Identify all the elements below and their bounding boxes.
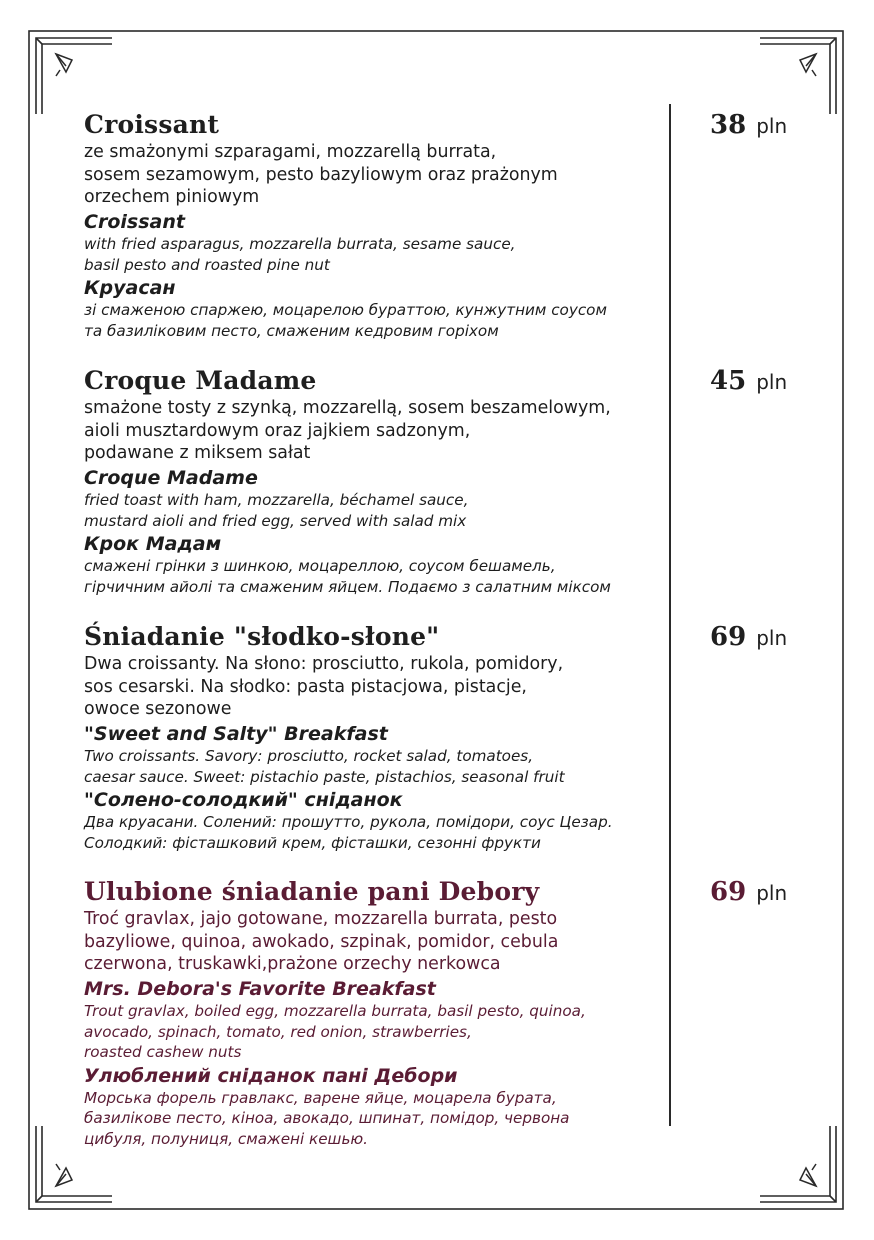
item-title-uk: "Солено-солодкий" сніданок (84, 789, 403, 812)
leaf-icon (56, 54, 72, 76)
item-title-en: "Sweet and Salty" Breakfast (84, 723, 388, 746)
price-currency: pln (756, 626, 788, 650)
item-title-pl: Croissant (84, 110, 220, 139)
item-title-en: Mrs. Debora's Favorite Breakfast (84, 978, 436, 1001)
item-title-pl: Ulubione śniadanie pani Debory (84, 877, 540, 906)
price-currency: pln (756, 114, 788, 138)
item-description-pl: Troć gravlax, jajo gotowane, mozzarella burrata, pesto bazyliowe, quinoa, awokado, szpinak, pomidor, cebula czerwona, truskawki,prażone orzechy nerkowca (84, 909, 559, 975)
item-title-uk: Улюблений сніданок пані Дебори (84, 1064, 458, 1087)
item-description-en: Two croissants. Savory: prosciutto, rocket salad, tomatoes, caesar sauce. Sweet: pistachio paste, pistachios, seasonal fruit (84, 747, 565, 786)
price-currency: pln (756, 881, 788, 905)
item-description-pl: smażone tosty z szynką, mozzarellą, sosem beszamelowym, aioli musztardowym oraz jajkiem sadzonym, podawane z miksem sałat (84, 398, 611, 464)
item-title-uk: Крок Мадам (84, 533, 222, 556)
item-description-en: fried toast with ham, mozzarella, béchamel sauce, mustard aioli and fried egg, served with salad mix (84, 491, 469, 530)
price-value: 38 (710, 110, 747, 140)
item-title-en: Croissant (84, 211, 185, 234)
price-value: 69 (710, 622, 747, 652)
item-price (710, 110, 787, 140)
price-value: 45 (710, 366, 747, 396)
item-price (710, 877, 787, 907)
menu-item-featured (84, 877, 674, 1149)
item-title-en: Croque Madame (84, 467, 258, 490)
item-title-pl: Croque Madame (84, 366, 317, 395)
menu-item (84, 622, 674, 853)
price-value: 69 (710, 877, 747, 907)
item-description-pl: Dwa croissanty. Na słono: prosciutto, rukola, pomidory, sos cesarski. Na słodko: pasta pistacjowa, pistacje, owoce sezonowe (84, 654, 564, 720)
item-description-en: with fried asparagus, mozzarella burrata, sesame sauce, basil pesto and roasted pine nut (84, 235, 516, 274)
menu-item (84, 110, 674, 341)
item-title-uk: Круасан (84, 277, 176, 300)
leaf-icon (56, 1164, 72, 1186)
price-currency: pln (756, 370, 788, 394)
item-price (710, 622, 787, 652)
leaf-icon (800, 54, 816, 76)
item-description-uk: Два круасани. Солений: прошутто, рукола, помідори, соус Цезар. Солодкий: фісташковий крем, фісташки, сезонні фрукти (84, 813, 613, 852)
menu-item (84, 366, 674, 597)
item-description-pl: ze smażonymi szparagami, mozzarellą burrata, sosem sezamowym, pesto bazyliowym oraz prażonym orzechem piniowym (84, 142, 558, 208)
item-description-uk: зі смаженою спаржею, моцарелою бураттою, кунжутним соусом та базиліковим песто, смаженим кедровим горіхом (84, 301, 607, 340)
item-description-en: Trout gravlax, boiled egg, mozzarella burrata, basil pesto, quinoa, avocado, spinach, tomato, red onion, strawberries, roasted cashew nuts (84, 1002, 586, 1062)
item-description-uk: Морська форель гравлакс, варене яйце, моцарела бурата, базилікове песто, кіноа, авокадо, шпинат, помідор, червона цибуля, полуниця, смажені кешью. (84, 1088, 570, 1148)
item-description-uk: смажені грінки з шинкою, моцареллою, соусом бешамель, гірчичним айолі та смаженим яйцем. Подаємо з салатним міксом (84, 557, 611, 596)
leaf-icon (800, 1164, 816, 1186)
item-price (710, 366, 787, 396)
item-title-pl: Śniadanie "słodko-słone" (84, 622, 440, 651)
